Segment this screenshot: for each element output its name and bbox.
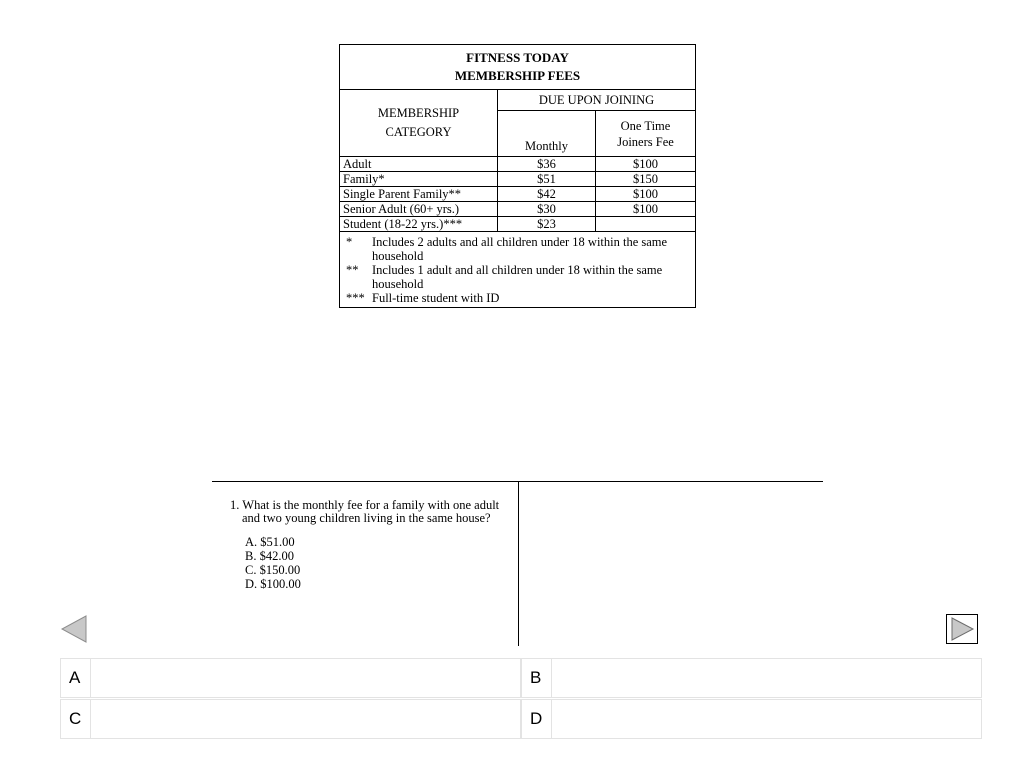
right-triangle-icon: [946, 614, 978, 644]
answer-option-c[interactable]: [60, 699, 521, 739]
answer-letter-b: B: [522, 659, 552, 697]
row-category: Student (18-22 yrs.)***: [340, 217, 498, 232]
row-monthly: $51: [498, 172, 596, 187]
due-upon-joining-header: DUE UPON JOINING: [498, 90, 696, 111]
left-triangle-icon: [60, 614, 88, 644]
table-title-line2: MEMBERSHIP FEES: [454, 68, 581, 83]
choice-b: B. $42.00: [245, 549, 294, 563]
monthly-header: Monthly: [498, 111, 596, 157]
previous-button[interactable]: [60, 614, 88, 644]
answer-grid: [60, 658, 982, 740]
category-header-line2: CATEGORY: [385, 125, 452, 139]
row-category: Single Parent Family**: [340, 187, 498, 202]
table-title-line1: FITNESS TODAY: [466, 50, 569, 65]
row-category: Adult: [340, 157, 498, 172]
footnote-text: Includes 1 adult and all children under 18 within the same household: [372, 263, 663, 291]
row-joiners: $100: [596, 157, 696, 172]
joiners-fee-header: [596, 111, 696, 157]
footnote-mark: *: [346, 235, 353, 249]
next-button[interactable]: [946, 614, 974, 644]
choice-a: A. $51.00: [245, 535, 295, 549]
row-monthly: $36: [498, 157, 596, 172]
row-joiners: [596, 217, 696, 232]
footnote-mark: **: [346, 263, 359, 277]
table-title: [340, 45, 696, 90]
question-text: 1. What is the monthly fee for a family with one adult and two young children living in the same house?: [230, 498, 500, 525]
row-monthly: $30: [498, 202, 596, 217]
table-footnotes: [340, 232, 696, 308]
table-row: [340, 172, 696, 187]
choice-c: C. $150.00: [245, 563, 301, 577]
answer-option-a[interactable]: [60, 658, 521, 698]
footnote: [346, 235, 691, 263]
answer-letter-a: A: [61, 659, 91, 697]
footnote: [346, 291, 691, 305]
footnote-text: Full-time student with ID: [372, 291, 500, 305]
answer-option-b[interactable]: [521, 658, 982, 698]
footnote: [346, 263, 691, 291]
table-row: [340, 202, 696, 217]
question-block: [230, 499, 510, 591]
row-category: Family*: [340, 172, 498, 187]
answer-letter-d: D: [522, 700, 552, 738]
row-joiners: $100: [596, 202, 696, 217]
answer-letter-c: C: [61, 700, 91, 738]
choice-d: D. $100.00: [245, 577, 301, 591]
fee-table: [339, 44, 695, 308]
joiners-header-line1: One Time: [620, 118, 671, 133]
joiners-header-line2: Joiners Fee: [617, 134, 674, 149]
footnote-mark: ***: [346, 291, 365, 305]
choice-list: [230, 535, 510, 591]
footnote-text: Includes 2 adults and all children under 18 within the same household: [372, 235, 668, 263]
table-row: [340, 157, 696, 172]
answer-option-d[interactable]: [521, 699, 982, 739]
membership-fees-table: [339, 44, 696, 308]
row-joiners: $100: [596, 187, 696, 202]
question-panel: [212, 481, 823, 646]
row-joiners: $150: [596, 172, 696, 187]
category-header-line1: MEMBERSHIP: [377, 106, 460, 120]
row-category: Senior Adult (60+ yrs.): [340, 202, 498, 217]
table-row: [340, 187, 696, 202]
table-row: [340, 217, 696, 232]
category-header: [340, 90, 498, 157]
question-column-divider: [518, 481, 519, 646]
row-monthly: $42: [498, 187, 596, 202]
row-monthly: $23: [498, 217, 596, 232]
